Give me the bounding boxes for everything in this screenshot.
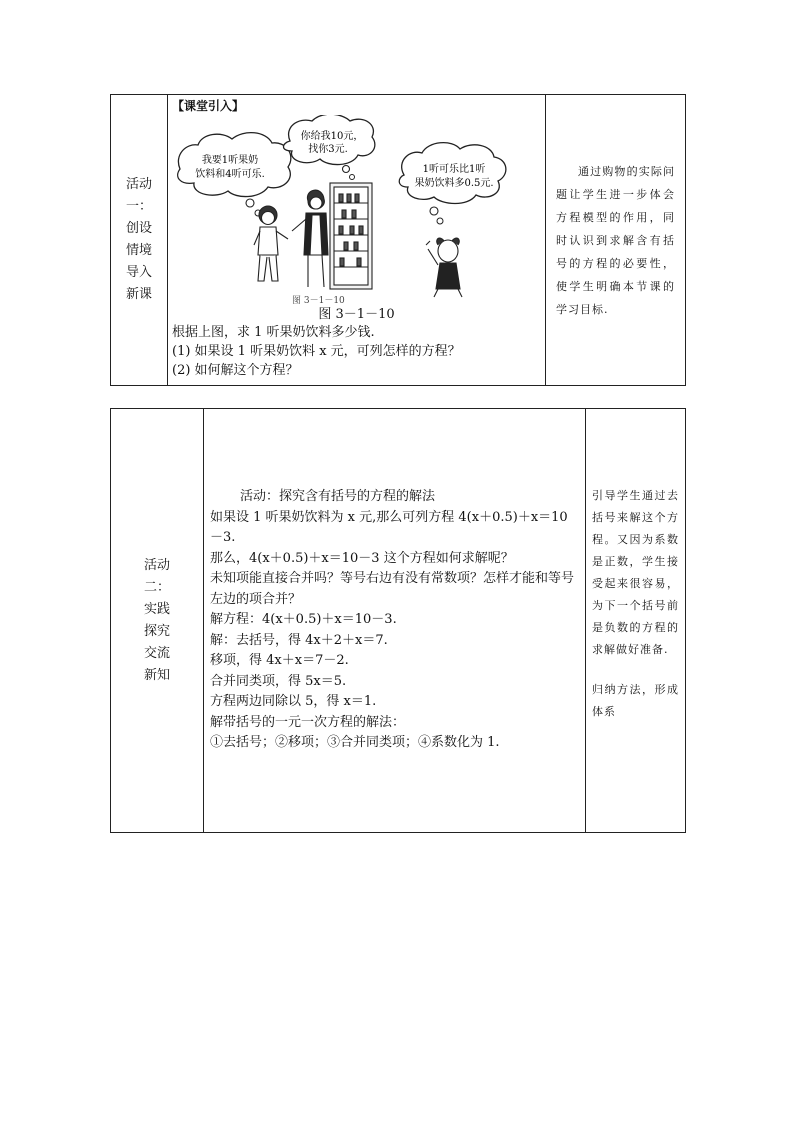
- activity-two-content: [204, 409, 586, 833]
- summary-text: 归纳方法，形成体系: [592, 683, 679, 718]
- content-line: 解带括号的一元一次方程的解法：: [210, 714, 406, 730]
- label-char: 活动: [125, 177, 152, 192]
- question-line: 根据上图，求 1 听果奶饮料多少钱.: [172, 325, 375, 340]
- activity-one-content: [168, 95, 546, 386]
- content-line: ①去括号；②移项；③合并同类项；④系数化为 1.: [210, 735, 500, 750]
- content-line: 解方程：4(x＋0.5)＋x＝10－3.: [210, 612, 397, 627]
- label-char: 二：: [143, 579, 170, 595]
- question-line: (1) 如果设 1 听果奶饮料 x 元，可列怎样的方程？: [172, 344, 461, 359]
- left-bubble-line1: 我要1听果奶: [201, 155, 259, 166]
- label-char: 探究: [143, 623, 170, 639]
- figure-caption: 图 3－1－10: [318, 307, 395, 322]
- shopping-illustration: [172, 115, 542, 307]
- label-char: 创设: [125, 221, 152, 236]
- label-char: 导入: [125, 265, 152, 280]
- content-line: 合并同类项，得 5x＝5.: [210, 673, 347, 689]
- illustration-svg: [172, 115, 542, 307]
- label-char: 交流: [143, 645, 170, 661]
- label-char: 新知: [143, 667, 170, 683]
- figure-label-inline: 图 3－1－10: [292, 296, 345, 306]
- right-thought-bubble: [399, 143, 506, 224]
- middle-bubble-line2: 找你3元.: [308, 144, 348, 155]
- label-char: 活动: [143, 557, 170, 573]
- fridge-icon: [330, 183, 372, 289]
- content-line: 未知项能直接合并吗？等号右边有没有常数项？怎样才能和等号左边的项合并？: [210, 571, 575, 607]
- activity-two-note: [586, 409, 686, 833]
- label-char: 新课: [125, 287, 152, 302]
- old-man-figure: [426, 238, 462, 297]
- left-bubble-line2: 饮料和4听可乐.: [195, 169, 265, 180]
- activity-one-table: [110, 94, 686, 386]
- content-line: 方程两边同除以 5，得 x＝1.: [210, 694, 377, 709]
- content-line: 解：去括号，得 4x＋2＋x＝7.: [210, 632, 388, 648]
- middle-bubble-line1: 你给我10元，: [300, 131, 364, 142]
- label-char: 一：: [125, 199, 152, 214]
- label-char: 情境: [125, 243, 152, 258]
- design-intent-text: 引导学生通过去括号来解这个方程。又因为系数是正数，学生接受起来很容易，为下一个括号前是负数的方程的求解做好准备.: [592, 489, 679, 656]
- girl-figure: [254, 206, 288, 281]
- activity-one-note: [546, 95, 686, 386]
- activity-heading: 活动：探究含有括号的方程的解法: [240, 489, 436, 504]
- activity-two-label: [111, 409, 204, 833]
- design-intent-text: 通过购物的实际问题让学生进一步体会方程模型的作用，同时认识到求解含有括号的方程的必要性，使学生明确本节课的学习目标.: [556, 164, 675, 316]
- content-line: 如果设 1 听果奶饮料为 x 元,那么可列方程 4(x＋0.5)＋x＝10－3.: [210, 509, 568, 545]
- question-line: (2) 如何解这个方程？: [172, 363, 299, 378]
- activity-one-label: [111, 95, 168, 386]
- right-bubble-line1: 1听可乐比1听: [422, 164, 486, 175]
- section-title: 【课堂引入】: [172, 99, 245, 113]
- left-thought-bubble: [178, 133, 291, 216]
- right-bubble-line2: 果奶饮料多0.5元.: [414, 178, 494, 189]
- content-line: 那么，4(x＋0.5)＋x＝10－3 这个方程如何求解呢？: [210, 550, 514, 566]
- activity-two-table: [110, 408, 686, 833]
- middle-thought-bubble: [284, 115, 375, 180]
- label-char: 实践: [143, 601, 170, 617]
- content-line: 移项，得 4x＋x＝7－2.: [210, 653, 349, 668]
- woman-figure: [292, 190, 328, 287]
